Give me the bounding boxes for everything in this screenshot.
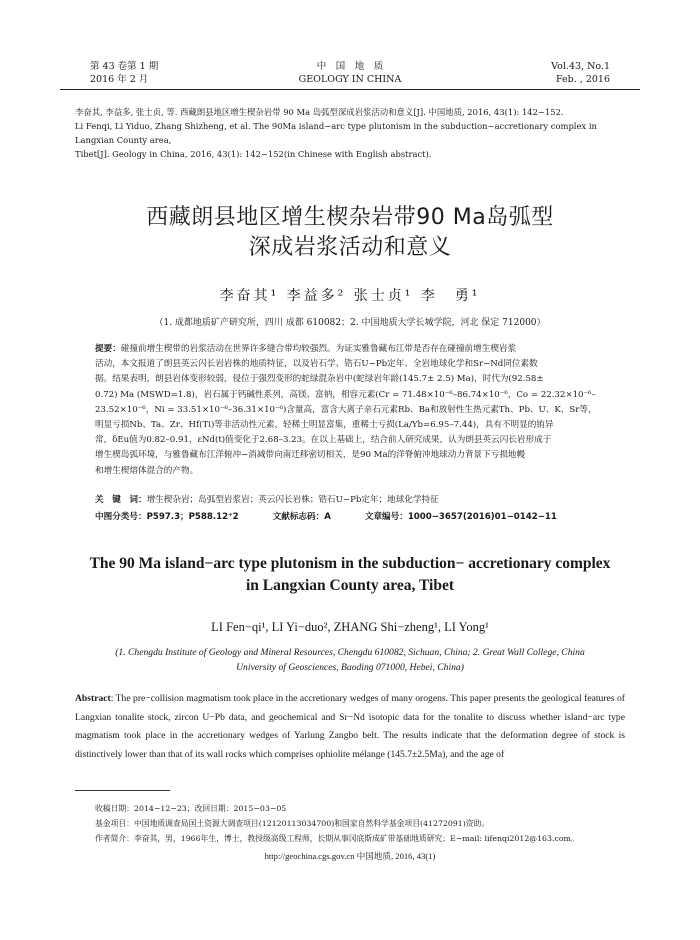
title-en [60, 553, 640, 597]
footnote-divider [75, 790, 170, 791]
authors-cn: 李奋其¹ 李益多² 张士贞¹ 李 勇¹ [219, 288, 481, 304]
header-volume-cn: 第 43 卷第 1 期 [90, 61, 159, 72]
citation-en-line1: Li Fenqi, Li Yiduo, Zhang Shizheng, et al. The 90Ma island−arc type plutonism in the subduction−accretionary complex in Langxian County area, [75, 121, 597, 145]
header-divider [60, 89, 640, 90]
header-date-en: Feb. , 2016 [555, 74, 610, 85]
footnotes [95, 801, 625, 846]
abstract-en-text: : The pre−collision magmatism took place in the accretionary wedges of many orogens. This paper presents the geological features of Langxian tonalite stock, zircon U−Pb data, and geochemical and Sr−Nd isotopic data for the tonalite to discuss whether island−arc type magmatism took place in the accretionary wedges of Yarlung Zangbo belt. The results indicate that the deformation degree of stock is distinctively lower than that of its wall rocks which comprises ophiolite mélange (145.7±2.5Ma), and the age of [75, 693, 625, 760]
affiliation-en [90, 645, 610, 675]
classification-info [95, 510, 605, 525]
abstract-en [75, 690, 625, 764]
page-footer: http://geochina.cgs.gov.cn 中国地质, 2016, 43(1) [264, 851, 436, 861]
title-cn-line2: 深成岩浆活动和意义 [248, 235, 452, 260]
footnote-fund: 基金项目：中国地质调查局国土资源大调查项目(12120113034700)和国家自然科学基金项目(41272091)资助。 [95, 819, 490, 828]
abstract-cn-line: 常，δEu值为0.82–0.91，εNd(t)值变化于2.68–3.23。在以上基础上，结合前人研究成果，认为朗县英云闪长岩形成于 [95, 435, 552, 446]
citation-cn: 李奋其, 李益多, 张士贞, 等. 西藏朗县地区增生楔杂岩带 90 Ma 岛弧型深成岩浆活动和意义[J]. 中国地质, 2016, 43(1): 142−152. [75, 107, 564, 117]
keywords-cn [95, 493, 605, 508]
abstract-cn-line: 和增生楔熔体混合的产物。 [95, 465, 199, 476]
title-en-line2: in Langxian County area, Tibet [245, 577, 454, 594]
clc-number: 中图分类号：P597.3；P588.12⁺2 [95, 512, 239, 522]
affiliation-cn: （1. 成都地质矿产研究所，四川 成都 610082；2. 中国地质大学长城学院，河北 保定 712000） [154, 318, 546, 328]
header-volume-en: Vol.43, No.1 [551, 61, 610, 72]
footnote-received: 收稿日期：2014−12−23；改回日期：2015−03−05 [95, 804, 287, 813]
article-number: 文章编号：1000−3657(2016)01−0142−11 [364, 512, 557, 522]
abstract-cn-line: 明显亏损Nb、Ta、Zr、Hf(Ti)等非活动性元素，轻稀土明显富集，重稀土亏损(La/Yb=6.95–7.44)，具有不明显的铕异 [95, 420, 554, 431]
abstract-en-label: Abstract [75, 693, 111, 704]
title-cn [60, 203, 640, 263]
header-journal-cn: 中 国 地 质 [316, 61, 384, 72]
authors-en: LI Fen−qi¹, LI Yi−duo², ZHANG Shi−zheng¹, LI Yong¹ [211, 620, 489, 634]
title-en-line1: The 90 Ma island−arc type plutonism in the subduction− accretionary complex [89, 555, 611, 572]
abstract-cn-line: 碰撞前增生楔带的岩浆活动在世界许多缝合带均较强烈。为证实雅鲁藏布江带是否存在碰撞前增生楔岩浆 [120, 344, 517, 354]
keywords-cn-text: 增生楔杂岩；岛弧型岩浆岩；英云闪长岩株；锆石U−Pb定年；地球化学特征 [146, 495, 439, 505]
affiliation-en-line1: (1. Chengdu Institute of Geology and Mineral Resources, Chengdu 610082, Sichuan, China; 2. Great Wall College, China [115, 647, 585, 658]
footnote-author: 作者简介：李奋其，男，1966年生，博士，教授级高级工程师，长期从事冈底斯成矿带基础地质研究；E−mail: lifenqi2012@163.com。 [95, 834, 579, 843]
title-cn-line1: 西藏朗县地区增生楔杂岩带90 Ma岛弧型 [146, 205, 554, 230]
abstract-cn-line: 23.52×10⁻⁶，Ni = 33.51×10⁻⁶–36.31×10⁻⁶)含量高，富含大离子亲石元素Rb、Ba和放射性生热元素Th、Pb、U、K、Sr等， [95, 404, 597, 415]
running-header [90, 60, 610, 86]
header-date-cn: 2016 年 2 月 [90, 74, 149, 85]
abstract-cn [95, 342, 605, 479]
abstract-cn-line: 据。结果表明，朗县岩体变形较弱，侵位于强烈变形的蛇绿混杂岩中(蛇绿岩年龄(145.7± 2.5) Ma)，时代为(92.58± [95, 374, 544, 385]
abstract-cn-line: 增生楔岛弧环境，与雅鲁藏布江洋俯冲−消减带向南迁移密切相关，是90 Ma的洋脊俯冲地球动力背景下亏损地幔 [95, 450, 526, 461]
keywords-cn-label: 关 键 词： [95, 495, 147, 505]
citation-en-line2: Tibet[J]. Geology in China, 2016, 43(1): 142−152(in Chinese with English abstract). [75, 149, 432, 159]
document-code: 文献标志码：A [272, 512, 331, 522]
affiliation-en-line2: University of Geosciences, Baoding 071000, Hebei, China) [236, 662, 464, 673]
abstract-cn-line: 0.72) Ma (MSWD=1.8)，岩石属于钙碱性系列，高镁、富钠，相容元素(Cr = 71.48×10⁻⁶–86.74×10⁻⁶，Co = 22.32×10⁻⁶– [95, 389, 596, 400]
header-journal-en: GEOLOGY IN CHINA [298, 74, 402, 85]
abstract-cn-line: 活动，本文报道了朗县英云闪长岩岩株的地质特征，以及岩石学、锆石U−Pb定年、全岩地球化学和Sr−Nd同位素数 [95, 359, 538, 370]
citation-block [75, 105, 625, 161]
abstract-cn-label: 提要： [95, 344, 121, 354]
